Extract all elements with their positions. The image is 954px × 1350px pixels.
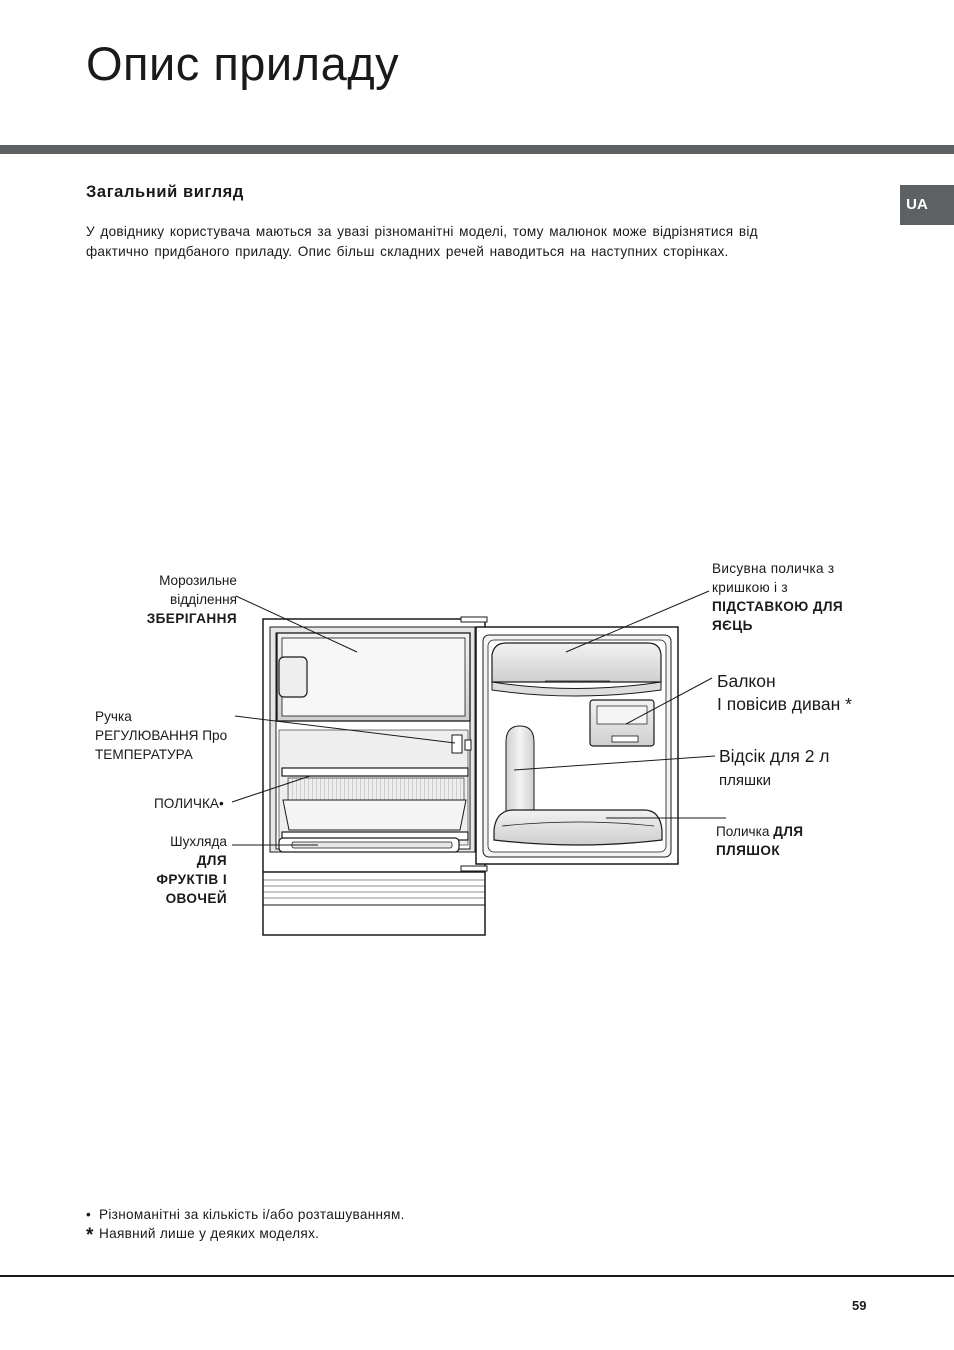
label-thermostat-line1: Ручка: [95, 709, 132, 724]
label-freezer-line1: Морозильне: [159, 573, 237, 588]
label-balcony-line1: Балкон: [717, 671, 776, 691]
label-shelf-text: ПОЛИЧКА: [154, 796, 219, 811]
label-freezer-line3: ЗБЕРІГАННЯ: [146, 611, 237, 626]
label-thermostat-line2: РЕГУЛЮВАННЯ Про: [95, 728, 228, 743]
intro-paragraph: У довіднику користувача маються за увазі різноманітні моделі, тому малюнок може відрізнятися від фактично придбаного приладу. Опис більш складних речей наводиться на наступних сторінках.: [86, 224, 758, 259]
page-title: Опис приладу: [86, 37, 400, 90]
label-drawer-line2: ДЛЯ: [196, 853, 227, 868]
page-number: 59: [852, 1298, 867, 1313]
label-bottle-shelf-normal: Поличка: [716, 824, 774, 839]
label-drawer-line3: ФРУКТІВ І: [156, 872, 227, 887]
section-heading: Загальний вигляд: [86, 183, 244, 201]
label-bottle-compartment-line2: пляшки: [719, 772, 771, 789]
label-freezer: [100, 571, 237, 628]
label-balcony-line2: І повісив диван *: [717, 694, 852, 714]
label-egg-shelf-line2: кришкою і з: [712, 580, 788, 595]
bottom-rule: [0, 1275, 954, 1277]
label-drawer: [120, 832, 227, 908]
label-egg-shelf: [712, 559, 872, 635]
label-egg-shelf-line4: ЯЄЦЬ: [712, 618, 753, 633]
label-thermostat: [95, 707, 265, 764]
footnote-some-models: [86, 1224, 405, 1246]
label-shelf-mark: •: [218, 796, 224, 811]
label-drawer-line1: Шухляда: [170, 834, 227, 849]
label-bottle-shelf-bold: ДЛЯ: [773, 824, 804, 839]
footnotes: [86, 1205, 405, 1246]
footnote-varies: [86, 1205, 405, 1224]
label-bottle-compartment-line1: Відсік для 2 л: [719, 746, 830, 766]
fridge-cabinet: [263, 617, 487, 935]
label-egg-shelf-line1: Висувна поличка з: [712, 561, 835, 576]
footnote-asterisk: *: [86, 1225, 94, 1246]
label-thermostat-line3: ТЕМПЕРАТУРА: [95, 747, 193, 762]
footnote-bullet: •: [86, 1207, 92, 1222]
footnote-varies-text: Різноманітні за кількість і/або розташуванням.: [99, 1207, 405, 1222]
label-balcony: [717, 670, 917, 716]
label-freezer-line2: відділення: [170, 592, 237, 607]
label-bottle-shelf-line2: ПЛЯШОК: [716, 843, 781, 858]
label-shelf: [154, 794, 244, 813]
footnote-some-models-text: Наявний лише у деяких моделях.: [99, 1226, 320, 1241]
fridge-door: [476, 627, 678, 864]
label-bottle-shelf: [716, 822, 876, 860]
label-egg-shelf-line3: ПІДСТАВКОЮ ДЛЯ: [712, 599, 844, 614]
label-drawer-line4: ОВОЧЕЙ: [165, 891, 227, 906]
label-bottle-compartment: [719, 743, 919, 793]
language-tab: UA: [900, 185, 954, 225]
